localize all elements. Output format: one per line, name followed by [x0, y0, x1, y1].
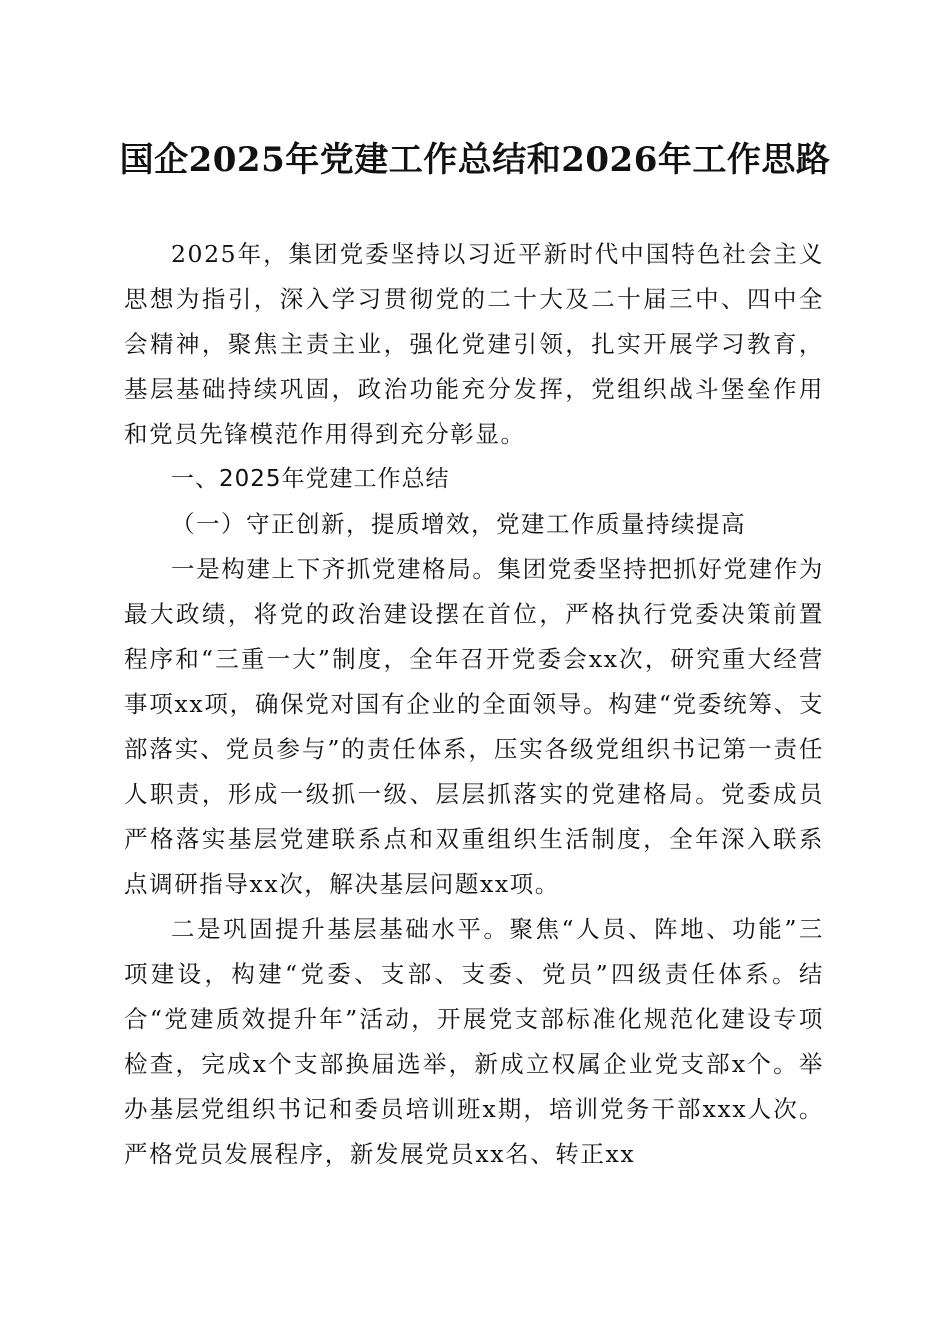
section-heading: 一、2025年党建工作总结	[171, 466, 450, 492]
body-paragraph-2	[124, 907, 824, 1177]
body-paragraph-1	[124, 547, 824, 907]
paragraph-lead: 一是构建上下齐抓党建格局。	[171, 555, 498, 583]
intro-paragraph: 2025年，集团党委坚持以习近平新时代中国特色社会主义思想为指引，深入学习贯彻党的二十大及二十届三中、四中全会精神，聚焦主责主业，强化党建引领，扎实开展学习教育，基层基础持续巩固，政治功能充分发挥，党组织战斗堡垒作用和党员先锋模范作用得到充分彰显。	[124, 240, 824, 448]
paragraph-text: 聚焦“人员、阵地、功能”三项建设，构建“党委、支部、支委、党员”四级责任体系。结合“党建质效提升年”活动，开展党支部标准化规范化建设专项检查，完成x个支部换届选举，新成立权属企业党支部x个。举办基层党组织书记和委员培训班x期，培训党务干部xxx人次。严格党员发展程序，新发展党员xx名、转正xx	[124, 915, 824, 1168]
subsection-heading: （一）守正创新，提质增效，党建工作质量持续提高	[171, 510, 746, 538]
document-title: 国企2025年党建工作总结和2026年工作思路	[119, 140, 831, 180]
document-body	[124, 232, 824, 1177]
paragraph-text: 集团党委坚持把抓好党建作为最大政绩，将党的政治建设摆在首位，严格执行党委决策前置程序和“三重一大”制度，全年召开党委会xx次，研究重大经营事项xx项，确保党对国有企业的全面领导。构建“党委统筹、支部落实、党员参与”的责任体系，压实各级党组织书记第一责任人职责，形成一级抓一级、层层抓落实的党建格局。党委成员严格落实基层党建联系点和双重组织生活制度，全年深入联系点调研指导xx次，解决基层问题xx项。	[124, 555, 824, 898]
paragraph-lead: 二是巩固提升基层基础水平。	[171, 915, 510, 943]
